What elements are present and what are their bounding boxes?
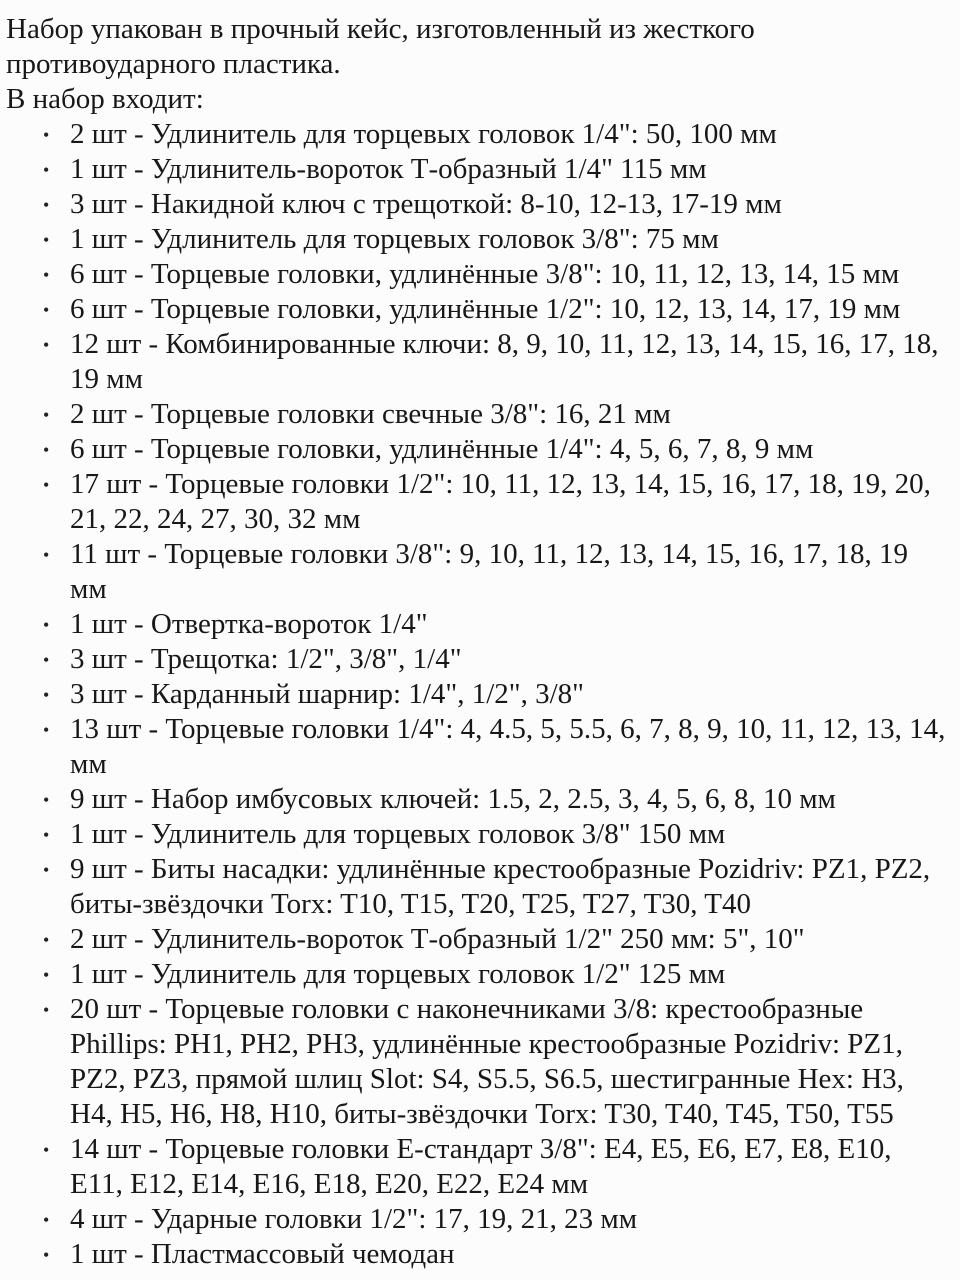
list-item: • 3 шт - Трещотка: 1/2", 3/8", 1/4"	[70, 642, 948, 677]
list-item: • 9 шт - Набор имбусовых ключей: 1.5, 2, 2.5, 3, 4, 5, 6, 8, 10 мм	[70, 782, 948, 817]
list-item: • 4 шт - Ударные головки 1/2": 17, 19, 21, 23 мм	[70, 1202, 948, 1237]
list-item: • 1 шт - Удлинитель для торцевых головок 3/8": 75 мм	[70, 222, 948, 257]
list-item: • 6 шт - Торцевые головки, удлинённые 1/2": 10, 12, 13, 14, 17, 19 мм	[70, 292, 948, 327]
list-item: • 13 шт - Торцевые головки 1/4": 4, 4.5, 5, 5.5, 6, 7, 8, 9, 10, 11, 12, 13, 14, мм	[70, 712, 948, 782]
list-item: • 1 шт - Удлинитель для торцевых головок 1/2" 125 мм	[70, 957, 948, 992]
list-item: • 9 шт - Биты насадки: удлинённые крестообразные Pozidriv: PZ1, PZ2, биты-звёздочки Torx: T10, T15, T20, T25, T27, T30, T40	[70, 852, 948, 922]
list-item: • 2 шт - Удлинитель для торцевых головок 1/4": 50, 100 мм	[70, 117, 948, 152]
list-item: • 3 шт - Накидной ключ с трещоткой: 8-10, 12-13, 17-19 мм	[70, 187, 948, 222]
list-item: • 12 шт - Комбинированные ключи: 8, 9, 10, 11, 12, 13, 14, 15, 16, 17, 18, 19 мм	[70, 327, 948, 397]
list-item: • 17 шт - Торцевые головки 1/2": 10, 11, 12, 13, 14, 15, 16, 17, 18, 19, 20, 21, 22, 24, 27, 30, 32 мм	[70, 467, 948, 537]
contents-list	[6, 117, 948, 1272]
list-item: • 1 шт - Пластмассовый чемодан	[70, 1237, 948, 1272]
list-item: • 14 шт - Торцевые головки Е-стандарт 3/8": E4, E5, E6, E7, E8, E10, E11, E12, E14, E16, E18, E20, E22, E24 мм	[70, 1132, 948, 1202]
list-item: • 1 шт - Удлинитель для торцевых головок 3/8" 150 мм	[70, 817, 948, 852]
list-header: В набор входит:	[6, 83, 204, 115]
list-item: • 20 шт - Торцевые головки с наконечниками 3/8: крестообразные Phillips: PH1, PH2, PH3, удлинённые крестообразные Pozidriv: PZ1, PZ2, PZ3, прямой шлиц Slot: S4, S5.5, S6.5, шестигранные Hex: H3, H4, H5, H6, H8, H10, биты-звёздочки Torx: T30, T40, T45, T50, T55	[70, 992, 948, 1132]
list-item: • 1 шт - Отвертка-вороток 1/4"	[70, 607, 948, 642]
list-item: • 2 шт - Торцевые головки свечные 3/8": 16, 21 мм	[70, 397, 948, 432]
list-item: • 6 шт - Торцевые головки, удлинённые 1/4": 4, 5, 6, 7, 8, 9 мм	[70, 432, 948, 467]
list-item: • 1 шт - Удлинитель-вороток Т-образный 1/4" 115 мм	[70, 152, 948, 187]
list-item: • 3 шт - Карданный шарнир: 1/4", 1/2", 3/8"	[70, 677, 948, 712]
list-item: • 2 шт - Удлинитель-вороток Т-образный 1/2" 250 мм: 5", 10"	[70, 922, 948, 957]
intro-paragraph: Набор упакован в прочный кейс, изготовленный из жесткого противоударного пластика.	[6, 13, 755, 80]
list-item: • 11 шт - Торцевые головки 3/8": 9, 10, 11, 12, 13, 14, 15, 16, 17, 18, 19 мм	[70, 537, 948, 607]
list-item: • 6 шт - Торцевые головки, удлинённые 3/8": 10, 11, 12, 13, 14, 15 мм	[70, 257, 948, 292]
